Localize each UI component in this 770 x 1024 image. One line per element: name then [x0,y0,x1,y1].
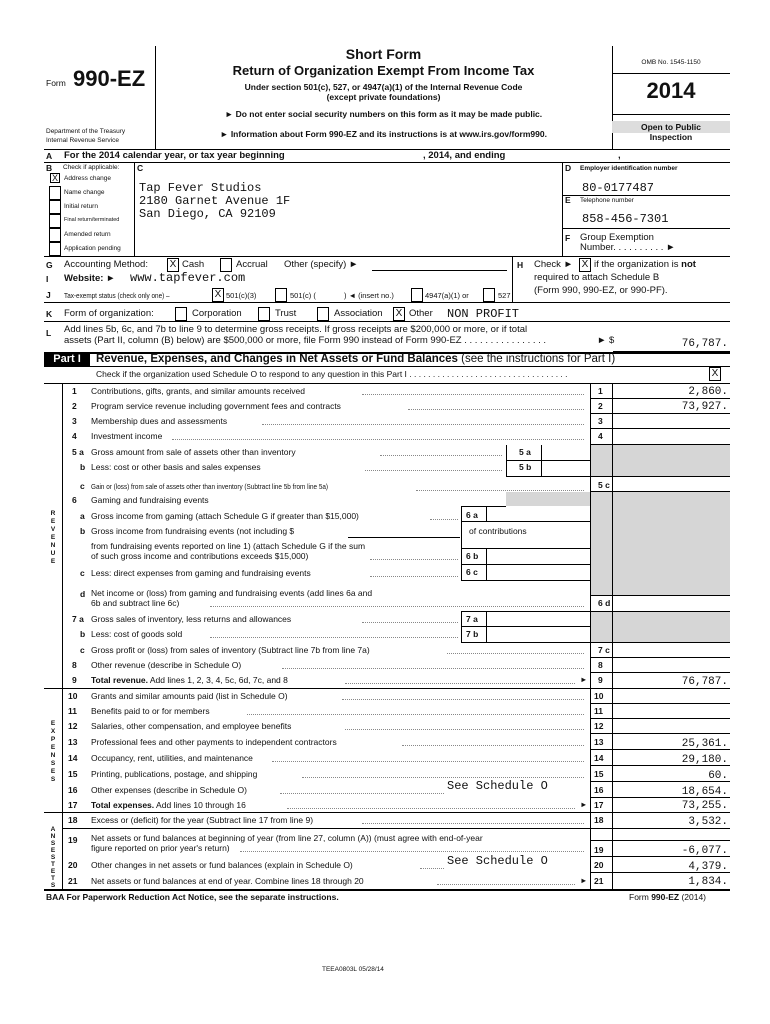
line-9-text: Total revenue. Add lines 1, 2, 3, 4, 5c, 6d, 7c, and 8 [91,675,288,685]
line-15-text: Printing, publications, postage, and shipping [91,769,258,779]
line-a-letter: A [46,151,53,161]
section-b-title: Check if applicable: [63,164,120,171]
amended-return-label: Amended return [64,231,111,238]
line-6a-text: Gross income from gaming (attach Schedule G if greater than $15,000) [91,511,359,521]
line-15-value: 60. [708,770,728,782]
line-6a-box: 6 a [466,510,478,520]
line-2-text: Program service revenue including government fees and contracts [91,401,341,411]
trust-label: Trust [275,308,297,319]
open-to-public: Open to Public [612,121,730,133]
line-2-box: 2 [598,401,603,411]
cash-label: Cash [182,259,205,270]
ssn-notice: ► Do not enter social security numbers on this form as it may be made public. [224,109,543,119]
instructions-notice: ► Information about Form 990-EZ and its instructions is at www.irs.gov/form990. [220,129,547,139]
501c3-label: 501(c)(3) [226,291,257,300]
form-footer-ref: Form 990-EZ (2014) [629,892,707,902]
line-15-box: 15 [594,769,604,779]
tax-exempt-status-label: Tax-exempt status (check only one) – [64,291,170,300]
line-3-text: Membership dues and assessments [91,416,228,426]
line-5c-num: c [80,481,85,491]
line-12-text: Salaries, other compensation, and employee benefits [91,721,292,731]
accounting-method-label: Accounting Method: [64,259,148,270]
line-6b-text-2: from fundraising events reported on line 1) (attach Schedule G if the sum [91,541,366,551]
form-code: TEEA0803L 05/28/14 [322,966,384,973]
group-exemption-label: Group Exemption [580,232,654,243]
accrual-checkbox[interactable] [220,258,232,272]
name-change-label: Name change [64,189,105,196]
527-label: 527 [498,291,511,300]
initial-return-label: Initial return [64,203,98,210]
line-6d-text: Net income or (loss) from gaming and fundraising events (add lines 6a and [91,588,373,598]
association-checkbox[interactable] [317,307,329,321]
initial-return-checkbox[interactable] [49,200,61,214]
trust-checkbox[interactable] [258,307,270,321]
form-subtitle-1: Under section 501(c), 527, or 4947(a)(1) of the Internal Revenue Code [244,82,523,92]
part1-schedule-o-check-text: Check if the organization used Schedule O to respond to any question in this Part I . . . . . . . . . . . . . . . . . . . . . . . . . . . . . . . . . . [96,369,568,379]
line-4-text: Investment income [91,431,163,441]
line-6a-num: a [80,511,85,521]
address-change-label: Address change [64,175,111,182]
line-7b-box: 7 b [466,629,479,639]
application-pending-checkbox[interactable] [49,242,61,256]
final-return-checkbox[interactable] [49,214,61,228]
line-20-note: See Schedule O [447,854,548,868]
line-7a-text: Gross sales of inventory, less returns and allowances [91,614,292,624]
line-1-box: 1 [598,386,603,396]
line-6d-num: d [80,589,86,599]
line-14-box: 14 [594,753,604,763]
line-h-text-1: if the organization is not [594,259,696,270]
line-6d-box: 6 d [598,598,611,608]
line-13-value: 25,361. [681,738,728,750]
part1-tag: Part I [44,353,90,366]
line-5b-box: 5 b [519,462,532,472]
501c-checkbox[interactable] [275,288,287,302]
line-19-num: 19 [68,835,78,845]
line-8-num: 8 [72,660,77,670]
line-21-arrow-icon: ► [580,876,588,885]
form-word: Form [46,78,66,88]
line-6b-num: b [80,526,86,536]
line-h-check: Check ► [534,259,573,270]
line-5b-num: b [80,462,86,472]
expenses-side-label: E X P E N S E S [50,720,56,783]
line-14-num: 14 [68,753,78,763]
form-subtitle-2: (except private foundations) [326,92,441,102]
line-21-text: Net assets or fund balances at end of year. Combine lines 18 through 20 [91,876,364,886]
501c3-checkbox[interactable]: X [212,288,224,302]
line-17-num: 17 [68,800,78,810]
line-5c-text: Gain or (loss) from sale of assets other than inventory (Subtract line 5b from line 5a) [91,482,329,491]
line-17-box: 17 [594,800,604,810]
telephone-label: Telephone number [580,197,634,204]
4947-label: 4947(a)(1) or [425,291,469,300]
501c-label: 501(c) ( [290,291,316,300]
line-10-box: 10 [594,691,604,701]
line-21-box: 21 [594,876,604,886]
line-h-text-2: required to attach Schedule B [534,272,660,283]
line-7b-num: b [80,629,86,639]
line-21-num: 21 [68,876,78,886]
line-k-letter: K [46,309,53,319]
line-20-value: 4,379. [688,861,728,873]
line-6c-num: c [80,568,85,578]
line-9-num: 9 [72,675,77,685]
line-7a-box: 7 a [466,614,478,624]
line-4-num: 4 [72,431,77,441]
line-8-text: Other revenue (describe in Schedule O) [91,660,242,670]
line-5a-box: 5 a [519,447,531,457]
line-j-letter: J [46,290,51,300]
line-6d-text-2: 6b and subtract line 6c) [91,598,180,608]
line-6c-text: Less: direct expenses from gaming and fundraising events [91,568,311,578]
line-15-num: 15 [68,769,78,779]
line-5a-num: 5 a [72,447,84,457]
section-d-letter: D [565,163,572,173]
line-16-note: See Schedule O [447,779,548,793]
line-19-box: 19 [594,845,604,855]
line-17-arrow-icon: ► [580,800,588,809]
line-1-num: 1 [72,386,77,396]
line-12-box: 12 [594,721,604,731]
line-7c-box: 7 c [598,645,610,655]
line-20-num: 20 [68,860,78,870]
section-f-letter: F [565,233,571,243]
line-h-letter: H [517,260,524,270]
cash-checkbox[interactable]: X [167,258,179,272]
line-2-value: 73,927. [681,401,728,413]
line-17-text: Total expenses. Add lines 10 through 16 [91,800,246,810]
schedule-b-checkbox[interactable]: X [579,258,591,272]
line-a-text: For the 2014 calendar year, or tax year beginning [64,150,285,161]
line-a-end: , [618,150,621,161]
other-org-label: Other [409,308,433,319]
line-14-text: Occupancy, rent, utilities, and maintenance [91,753,253,763]
website-value: www.tapfever.com [130,271,246,285]
line-19-text: Net assets or fund balances at beginning of year (from line 27, column (A)) (must agree with end-of-year [91,833,483,843]
form-number: 990-EZ [73,66,146,91]
insert-no-label: ) ◄ (insert no.) [344,291,394,300]
line-4-box: 4 [598,431,603,441]
line-18-value: 3,532. [688,816,728,828]
baa-notice: BAA For Paperwork Reduction Act Notice, see the separate instructions. [46,892,339,902]
line-2-num: 2 [72,401,77,411]
line-5a-text: Gross amount from sale of assets other than inventory [91,447,296,457]
line-7b-text: Less: cost of goods sold [91,629,183,639]
line-5c-box: 5 c [598,480,610,490]
irs-label: Internal Revenue Service [46,137,119,144]
telephone-value: 858-456-7301 [582,212,669,226]
line-20-text: Other changes in net assets or fund balances (explain in Schedule O) [91,860,353,870]
line-3-box: 3 [598,416,603,426]
line-19-text-2: figure reported on prior year's return) [91,843,230,853]
gross-receipts-value: 76,787. [681,338,728,350]
line-16-box: 16 [594,785,604,795]
line-6b-text: Gross income from fundraising events (not including $ [91,526,295,536]
line-18-text: Excess or (deficit) for the year (Subtract line 17 from line 9) [91,815,314,825]
section-e-letter: E [565,195,571,205]
line-9-box: 9 [598,675,603,685]
group-exemption-number: Number. . . . . . . . . . ► [580,242,676,253]
dept-treasury: Department of the Treasury [46,128,126,135]
line-18-box: 18 [594,815,604,825]
form-of-org-label: Form of organization: [64,308,154,319]
line-7a-num: 7 a [72,614,84,624]
final-return-label: Final return/terminated [64,217,120,223]
form-title: Return of Organization Exempt From Income Tax [232,63,535,78]
ein-value: 80-0177487 [582,181,655,195]
line-7c-text: Gross profit or (loss) from sales of inventory (Subtract line 7b from line 7a) [91,645,370,655]
line-10-text: Grants and similar amounts paid (list in Schedule O) [91,691,288,701]
line-6-text: Gaming and fundraising events [91,495,209,505]
line-10-num: 10 [68,691,78,701]
line-21-value: 1,834. [688,876,728,888]
527-checkbox[interactable] [483,288,495,302]
line-11-num: 11 [68,706,77,716]
tax-year: 2014 [646,78,696,103]
short-form-label: Short Form [345,46,422,62]
other-method-label: Other (specify) ► [284,259,359,270]
line-6b-box: 6 b [466,551,479,561]
line-13-num: 13 [68,737,78,747]
line-1-text: Contributions, gifts, grants, and similar amounts received [91,386,306,396]
line-12-num: 12 [68,721,78,731]
accrual-label: Accrual [236,259,268,270]
line-9-arrow-icon: ► [580,675,588,684]
corporation-label: Corporation [192,308,242,319]
part1-schedule-o-checkbox[interactable]: X [709,367,721,381]
line-l-arrow: ► $ [597,335,615,346]
address-change-checkbox[interactable]: X [51,173,58,183]
line-20-box: 20 [594,860,604,870]
line-3-num: 3 [72,416,77,426]
line-5b-text: Less: cost or other basis and sales expenses [91,462,261,472]
line-11-text: Benefits paid to or for members [91,706,210,716]
website-label: Website: ► [64,273,116,284]
line-l-letter: L [46,328,52,338]
line-a-mid: , 2014, and ending [423,150,506,161]
line-h-text-3: (Form 990, 990-EZ, or 990-PF). [534,285,668,296]
line-6c-box: 6 c [466,567,478,577]
total-revenue-value: 76,787. [681,676,728,688]
line-l-text-2: assets (Part II, column (B) below) are $500,000 or more, file Form 990 instead of Form 990-EZ . . . . . . . . . . . . . . . . [64,335,547,346]
total-expenses-value: 73,255. [681,800,728,812]
line-8-box: 8 [598,660,603,670]
other-org-value: NON PROFIT [447,307,520,321]
org-address-2: San Diego, CA 92109 [139,207,276,221]
ein-label: Employer identification number [580,165,678,172]
inspection-label: Inspection [649,132,693,142]
line-6b-text-3: of such gross income and contributions exceeds $15,000) [91,551,309,561]
revenue-side-label: R E V E N U E [50,510,56,565]
line-14-value: 29,180. [681,754,728,766]
section-c-letter: C [137,163,144,173]
line-16-text: Other expenses (describe in Schedule O) [91,785,247,795]
application-pending-label: Application pending [64,245,121,252]
line-11-box: 11 [594,706,603,716]
line-13-text: Professional fees and other payments to independent contractors [91,737,337,747]
other-org-checkbox[interactable]: X [393,307,405,321]
association-label: Association [334,308,383,319]
line-1-value: 2,860. [688,386,728,398]
line-6-num: 6 [72,495,77,505]
line-13-box: 13 [594,737,604,747]
line-19-value: -6,077. [681,845,728,857]
4947-checkbox[interactable] [411,288,423,302]
line-g-letter: G [46,260,53,270]
section-b-letter: B [46,163,53,173]
line-6b-contrib: of contributions [469,526,527,536]
line-16-value: 18,654. [681,786,728,798]
line-l-text-1: Add lines 5b, 6c, and 7b to line 9 to determine gross receipts. If gross receipts are $200,000 or more, or if total [64,324,528,335]
part1-title: Revenue, Expenses, and Changes in Net Assets or Fund Balances (see the instructions for Part I) [96,353,616,365]
corporation-checkbox[interactable] [175,307,187,321]
org-address-1: 2180 Garnet Avenue 1F [139,194,291,208]
org-name: Tap Fever Studios [139,181,262,195]
omb-number: OMB No. 1545-1150 [641,59,701,66]
name-change-checkbox[interactable] [49,186,61,200]
line-18-num: 18 [68,815,78,825]
amended-return-checkbox[interactable] [49,228,61,242]
line-i-letter: I [46,274,49,284]
line-16-num: 16 [68,785,78,795]
line-7c-num: c [80,645,85,655]
net-assets-side-label: A N S E S T E T S [50,826,56,889]
